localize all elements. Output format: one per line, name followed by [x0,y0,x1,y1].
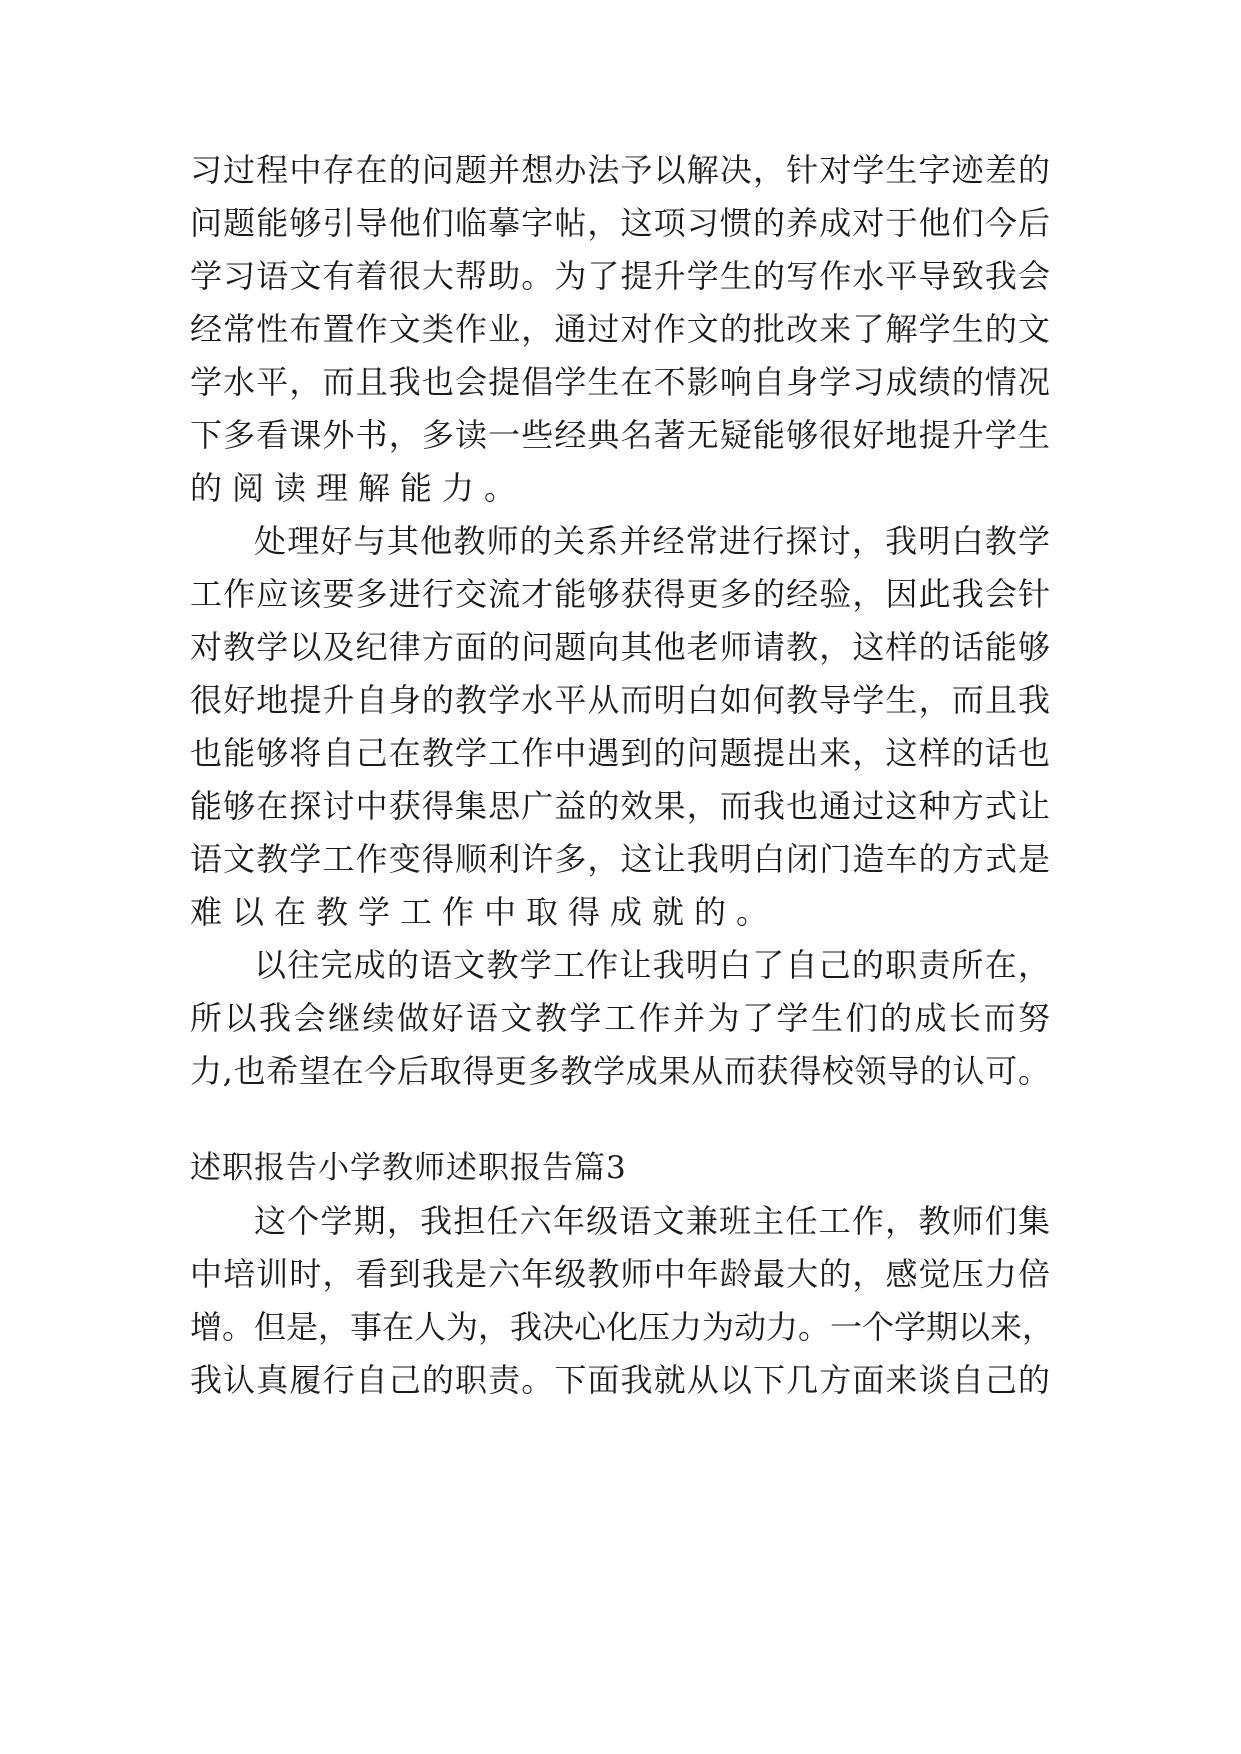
paragraph-line: 中培训时，看到我是六年级教师中年龄最大的，感觉压力倍 [190,1255,1050,1293]
paragraph-line: 学习语文有着很大帮助。为了提升学生的写作水平导致我会 [190,257,1050,295]
paragraph-line: 学水平，而且我也会提倡学生在不影响自身学习成绩的情况 [190,363,1050,401]
paragraph-line: 语文教学工作变得顺利许多，这让我明白闭门造车的方式是 [190,840,1050,878]
paragraph-line: 以往完成的语文教学工作让我明白了自己的职责所在， [254,946,1050,984]
paragraph-line: 经常性布置作文类作业，通过对作文的批改来了解学生的文 [190,310,1050,348]
paragraph-line: 力,也希望在今后取得更多教学成果从而获得校领导的认可。 [190,1052,1050,1090]
section-heading: 述职报告小学教师述职报告篇3 [190,1150,627,1186]
paragraph-line: 也能够将自己在教学工作中遇到的问题提出来，这样的话也 [190,734,1050,772]
paragraph-line: 我认真履行自己的职责。下面我就从以下几方面来谈自己的 [190,1361,1050,1399]
paragraph-line: 习过程中存在的问题并想办法予以解决，针对学生字迹差的 [190,151,1050,189]
paragraph-line: 这个学期，我担任六年级语文兼班主任工作，教师们集 [254,1202,1050,1240]
paragraph-line: 的阅读理解能力。 [190,469,527,507]
paragraph-line: 处理好与其他教师的关系并经常进行探讨，我明白教学 [254,522,1050,560]
paragraph-line: 问题能够引导他们临摹字帖，这项习惯的养成对于他们今后 [190,204,1050,242]
paragraph-line: 对教学以及纪律方面的问题向其他老师请教，这样的话能够 [190,628,1050,666]
paragraph-line: 增。但是，事在人为，我决心化压力为动力。一个学期以来， [190,1308,1055,1346]
paragraph-line: 所以我会继续做好语文教学工作并为了学生们的成长而努 [190,999,1050,1037]
paragraph-line: 工作应该要多进行交流才能够获得更多的经验，因此我会针 [190,575,1050,613]
paragraph-line: 能够在探讨中获得集思广益的效果，而我也通过这种方式让 [190,787,1050,825]
paragraph-line: 下多看课外书，多读一些经典名著无疑能够很好地提升学生 [190,416,1050,454]
paragraph-line: 很好地提升自身的教学水平从而明白如何教导学生，而且我 [190,681,1050,719]
paragraph-line: 难以在教学工作中取得成就的。 [190,893,779,931]
